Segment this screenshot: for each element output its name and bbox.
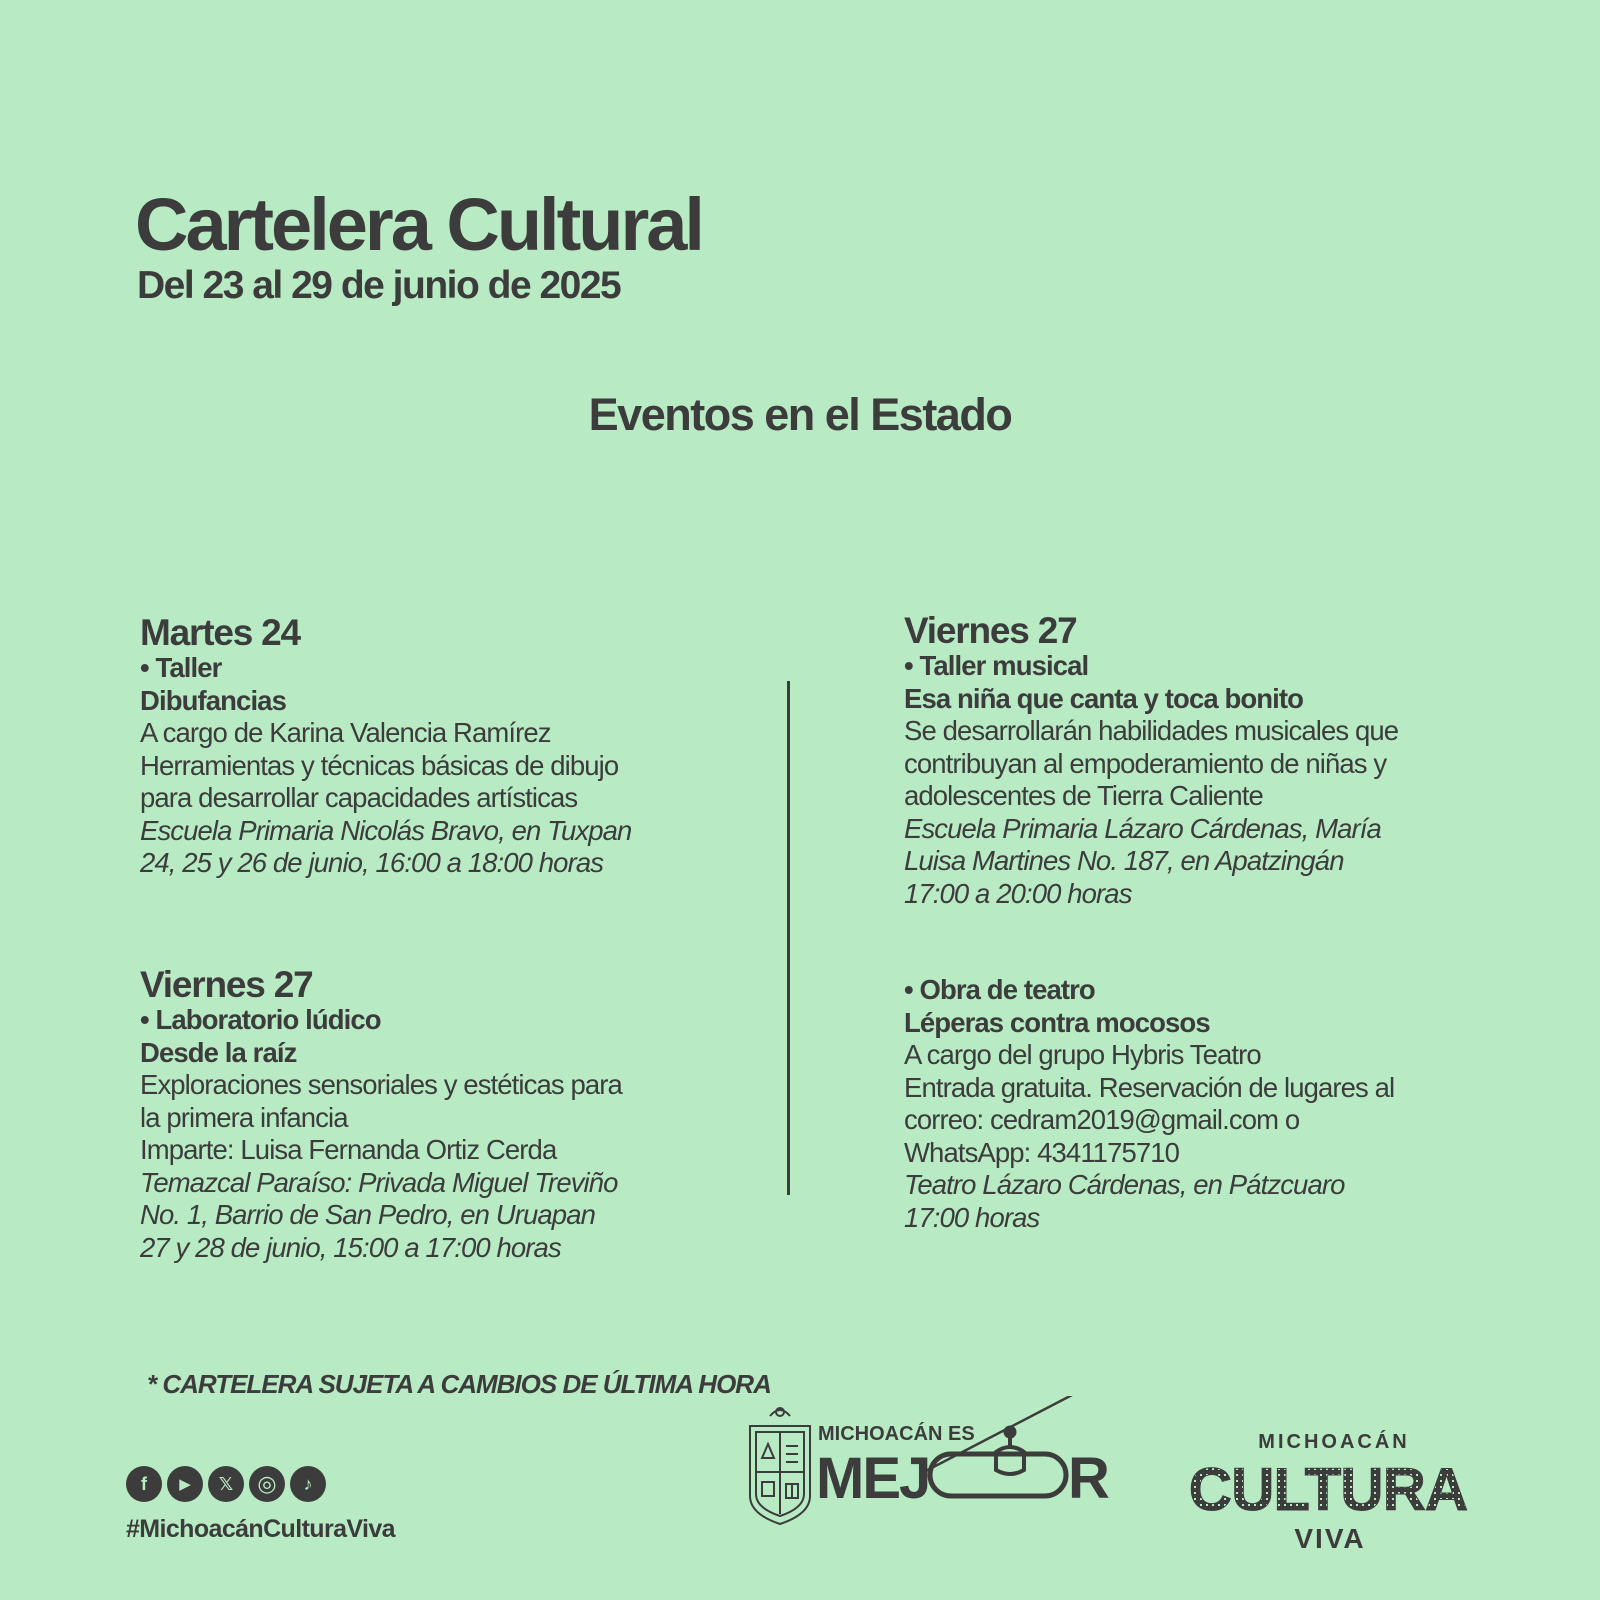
- event-detail: Exploraciones sensoriales y estéticas para: [140, 1069, 622, 1100]
- event-schedule: 27 y 28 de junio, 15:00 a 17:00 horas: [140, 1231, 561, 1263]
- event-viernes-27-laboratorio: [140, 966, 780, 1264]
- event-venue: Temazcal Paraíso: Privada Miguel Treviño: [140, 1166, 618, 1198]
- event-detail: A cargo del grupo Hybris Teatro: [904, 1039, 1261, 1070]
- event-name: Esa niña que canta y toca bonito: [904, 682, 1304, 714]
- disclaimer-note: * CARTELERA SUJETA A CAMBIOS DE ÚLTIMA HORA: [147, 1369, 771, 1399]
- date-range: Del 23 al 29 de junio de 2025: [137, 264, 621, 307]
- event-day: Viernes 27: [140, 964, 313, 1005]
- event-martes-24: [140, 614, 780, 880]
- event-obra-de-teatro: [904, 974, 1564, 1234]
- michoacan-cultura-viva-logo: [1168, 1430, 1498, 1560]
- event-viernes-27-taller-musical: [904, 612, 1564, 910]
- logo-main-text: CULTURA: [1188, 1456, 1468, 1523]
- event-detail: la primera infancia: [140, 1101, 348, 1133]
- page-title: Cartelera Cultural: [135, 183, 702, 266]
- event-schedule: 24, 25 y 26 de junio, 16:00 a 18:00 horas: [140, 847, 604, 878]
- event-venue: Luisa Martines No. 187, en Apatzingán: [904, 845, 1344, 876]
- tiktok-icon[interactable]: ♪: [290, 1466, 326, 1502]
- coat-of-arms-icon: [750, 1408, 810, 1524]
- x-icon[interactable]: 𝕏: [208, 1466, 244, 1502]
- event-day: Martes 24: [140, 612, 300, 653]
- event-category: • Laboratorio lúdico: [140, 1004, 381, 1035]
- event-name: Desde la raíz: [140, 1036, 297, 1068]
- logo-main-text-right: R: [1068, 1446, 1110, 1511]
- event-venue: Teatro Lázaro Cárdenas, en Pátzcuaro: [904, 1169, 1345, 1200]
- event-detail: correo: cedram2019@gmail.com o: [904, 1104, 1300, 1135]
- hashtag: #MichoacánCulturaViva: [126, 1515, 395, 1543]
- event-venue: Escuela Primaria Nicolás Bravo, en Tuxpan: [140, 814, 632, 846]
- column-divider: [787, 681, 790, 1195]
- event-category: • Taller musical: [904, 650, 1089, 681]
- michoacan-es-mejor-logo: [748, 1396, 1130, 1546]
- event-detail: Imparte: Luisa Fernanda Ortiz Cerda: [140, 1134, 557, 1165]
- event-category: • Obra de teatro: [904, 974, 1095, 1005]
- event-schedule: 17:00 horas: [904, 1201, 1040, 1233]
- event-name: Léperas contra mocosos: [904, 1006, 1210, 1038]
- event-name: Dibufancias: [140, 684, 286, 716]
- event-venue: Escuela Primaria Lázaro Cárdenas, María: [904, 812, 1381, 844]
- logo-main-text-left: MEJ: [816, 1446, 930, 1511]
- facebook-icon[interactable]: f: [126, 1466, 162, 1502]
- event-detail: A cargo de Karina Valencia Ramírez: [140, 717, 551, 748]
- youtube-icon[interactable]: ▶: [167, 1466, 203, 1502]
- event-detail: Se desarrollarán habilidades musicales que: [904, 715, 1399, 746]
- event-detail: Entrada gratuita. Reservación de lugares al: [904, 1071, 1395, 1103]
- instagram-icon[interactable]: ◎: [249, 1466, 285, 1502]
- section-title: Eventos en el Estado: [588, 389, 1012, 440]
- logo-top-text: MICHOACÁN ES: [818, 1423, 975, 1445]
- event-detail: adolescentes de Tierra Caliente: [904, 780, 1263, 811]
- event-detail: WhatsApp: 4341175710: [904, 1136, 1180, 1168]
- event-category: • Taller: [140, 652, 222, 683]
- logo-top-text: MICHOACÁN: [1258, 1431, 1410, 1453]
- social-links: [126, 1466, 326, 1502]
- logo-bottom-text: VIVA: [1294, 1523, 1366, 1554]
- event-day: Viernes 27: [904, 610, 1077, 651]
- event-venue: No. 1, Barrio de San Pedro, en Uruapan: [140, 1199, 595, 1230]
- event-detail: contribuyan al empoderamiento de niñas y: [904, 747, 1387, 779]
- event-schedule: 17:00 a 20:00 horas: [904, 877, 1132, 909]
- event-detail: para desarrollar capacidades artísticas: [140, 782, 578, 813]
- event-detail: Herramientas y técnicas básicas de dibujo: [140, 749, 619, 781]
